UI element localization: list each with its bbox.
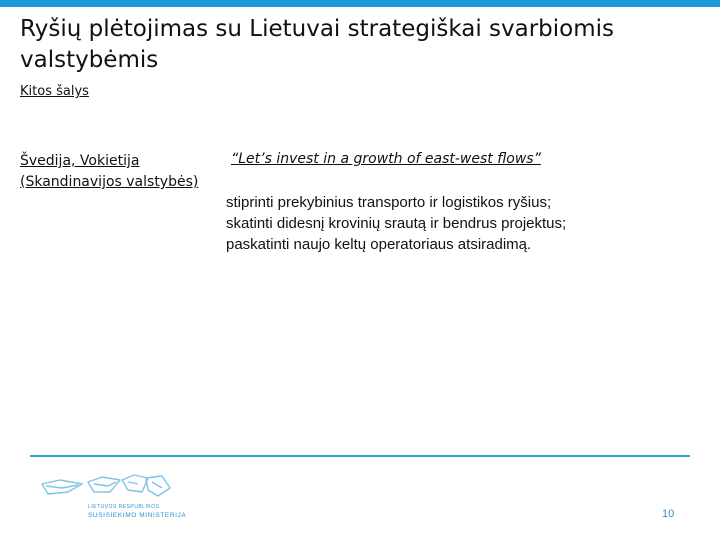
- slogan-text: “Let’s invest in a growth of east-west flows”: [231, 151, 541, 167]
- logo-line-2: SUSISIEKIMO MINISTERIJA: [88, 512, 187, 519]
- logo-line-1: LIETUVOS RESPUBLIKOS: [88, 504, 160, 510]
- ministry-logo-icon: [38, 470, 198, 530]
- slide-subtitle: Kitos šalys: [20, 84, 89, 99]
- top-accent-bar: [0, 0, 720, 7]
- bullet-item-3: paskatinti naujo keltų operatoriaus atsiradimą.: [226, 236, 532, 253]
- bullet-item-2: skatinti didesnį krovinių srautą ir bendrus projektus;: [226, 215, 567, 232]
- footer-divider: [30, 455, 690, 457]
- bullet-list: [226, 192, 566, 255]
- slide-title: Ryšių plėtojimas su Lietuvai strategiškai svarbiomis valstybėmis: [20, 16, 615, 73]
- page-number: 10: [662, 508, 675, 520]
- countries-line-1: Švedija, Vokietija: [20, 153, 140, 169]
- bullet-item-1: stiprinti prekybinius transporto ir logistikos ryšius;: [226, 194, 552, 211]
- countries-line-2: (Skandinavijos valstybės): [20, 174, 199, 190]
- countries-label: [20, 151, 198, 193]
- ministry-logo-text: [88, 504, 186, 520]
